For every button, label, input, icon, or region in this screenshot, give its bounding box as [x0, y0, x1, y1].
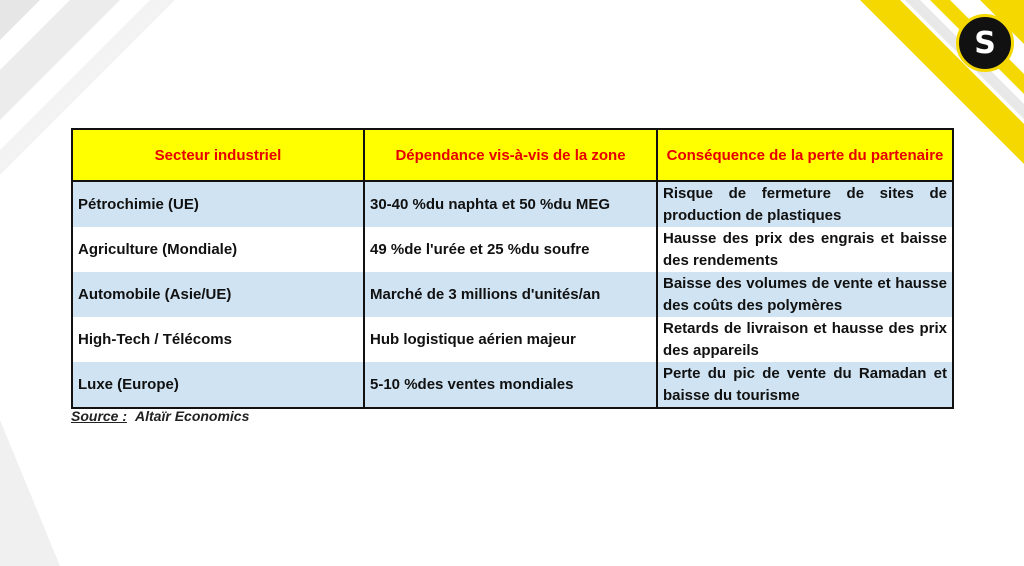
- consequence-cell: Baisse des volumes de vente et hausse des coûts des polymères: [657, 272, 953, 317]
- source-caption: [71, 408, 249, 424]
- dependency-cell: 30-40 %du naphta et 50 %du MEG: [364, 181, 657, 227]
- consequence-cell: Risque de fermeture de sites de production de plastiques: [657, 181, 953, 227]
- source-label: Source :: [71, 408, 128, 424]
- table-row: [72, 227, 953, 272]
- sector-dependency-table: [71, 128, 954, 409]
- table-row: [72, 181, 953, 227]
- sector-table-container: [71, 128, 952, 409]
- source-value: Altaïr Economics: [135, 408, 250, 424]
- sector-cell: Pétrochimie (UE): [72, 181, 364, 227]
- consequence-cell: Retards de livraison et hausse des prix des appareils: [657, 317, 953, 362]
- dependency-cell: 5-10 %des ventes mondiales: [364, 362, 657, 408]
- dependency-cell: Marché de 3 millions d'unités/an: [364, 272, 657, 317]
- brand-logo: [956, 14, 1014, 72]
- logo-letter: S: [974, 25, 996, 61]
- header-dependency: Dépendance vis-à-vis de la zone: [364, 129, 657, 181]
- consequence-cell: Perte du pic de vente du Ramadan et baisse du tourisme: [657, 362, 953, 408]
- sector-cell: Luxe (Europe): [72, 362, 364, 408]
- header-consequence: Conséquence de la perte du partenaire: [657, 129, 953, 181]
- table-row: [72, 317, 953, 362]
- dependency-cell: Hub logistique aérien majeur: [364, 317, 657, 362]
- table-header-row: [72, 129, 953, 181]
- table-row: [72, 272, 953, 317]
- table-row: [72, 362, 953, 408]
- dependency-cell: 49 %de l'urée et 25 %du soufre: [364, 227, 657, 272]
- consequence-cell: Hausse des prix des engrais et baisse des rendements: [657, 227, 953, 272]
- header-sector: Secteur industriel: [72, 129, 364, 181]
- sector-cell: High-Tech / Télécoms: [72, 317, 364, 362]
- sector-cell: Automobile (Asie/UE): [72, 272, 364, 317]
- sector-cell: Agriculture (Mondiale): [72, 227, 364, 272]
